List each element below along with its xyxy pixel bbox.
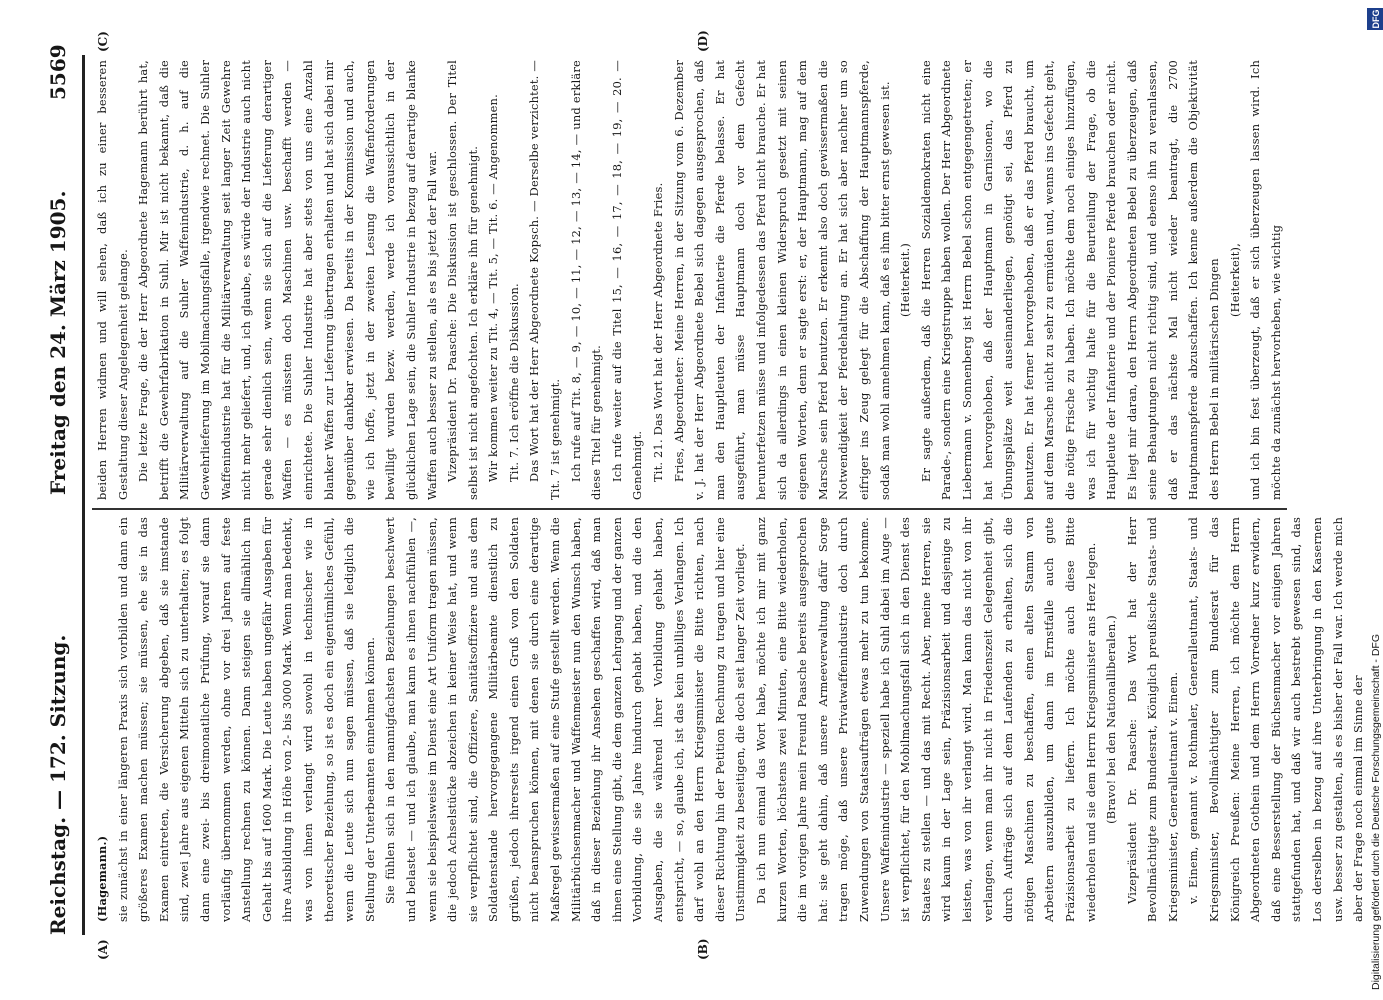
margin-label-d: (D) — [696, 30, 710, 52]
paragraph: Sie fühlen sich in den mannigfachsten Beziehungen beschwert und belastet — und ich glaube, man kann es ihnen nachfühlen —, wenn sie beispielsweise im Dienst eine Art Uniform tragen müssen, die jedoch Achselstücke abzeichen in keiner Weise hat, und wenn sie verpflichtet sind, die Offiziere, Sanitätsoffiziere und aus dem Soldatenstande hervorgegangene Militärbeamte dienstlich zu grüßen, jedoch ihrerseits irgend einen Gruß von den Soldaten nicht beanspruchen können, mit denen sie durch eine derartige Maßregel gewissermaßen auf eine Stufe gestellt werden. Wenn die Militärbüchsenmacher und Waffenmeister nun den Wunsch haben, daß in dieser Beziehung ihr Ansehen geschaffen wird, daß man ihnen eine Stellung gibt, die dem ganzen Lehrgang und der ganzen Vorbildung, die sie Jahre hindurch gehabt haben, und die den Ausgaben, die sie während ihrer Vorbildung gehabt haben, entspricht, — so, glaube ich, ist das kein unbilliges Verlangen. Ich darf wohl an den Herrn Kriegsminister die Bitte richten, nach dieser Richtung hin der Petition Rechnung zu tragen und hier eine Unstimmigkeit zu beseitigen, die doch seit langer Zeit vorliegt. — [383, 517, 748, 922]
header-rule — [82, 55, 85, 935]
interjection: (Heiterkeit.) — [898, 242, 913, 318]
interjection: (Heiterkeit), — [1227, 242, 1242, 318]
dfg-logo: DFG — [1367, 8, 1383, 30]
digitization-footer — [1370, 10, 1383, 990]
speaker-tag: (Hagemann.) — [95, 835, 109, 922]
paragraph: Das Wort hat der Herr Abgeordnete Kopsch. — Derselbe verzichtet. — Tit. 7 ist genehmigt. — [527, 60, 563, 500]
paragraph: Vizepräsident Dr. Paasche: Das Wort hat der Herr Bevollmächtigte zum Bundesrat, Königlich preußische Staats- und Kriegsminister, Generalleutnant v. Einem. — [1124, 517, 1180, 922]
interjection: (Bravo! bei den Nationalliberalen.) — [1104, 615, 1119, 824]
column-divider — [92, 508, 1287, 510]
paragraph: sie zunächst in einer längeren Praxis sich vorbilden und dann ein größeres Examen machen müssen; sie müssen, ehe sie in das Examen eintreten, die Versicherung abgeben, daß sie imstande sind, zwei Jahre aus eigenen Mitteln sich zu unterhalten; es folgt dann eine zwei- bis dreimonatliche Prüfung, worauf sie dann vorläufig übernommen werden, ohne vor drei Jahren auf feste Anstellung rechnen zu können. Dann steigen sie allmählich im Gehalt bis auf 1600 Mark. Die Leute haben ungefähr Ausgaben für ihre Ausbildung in Höhe von 2- bis 3000 Mark. Wenn man bedenkt, was von ihnen verlangt wird sowohl in technischer wie in theoretischer Beziehung, so ist es doch ein eigentümliches Gefühl, wenn die Leute sich nun sagen müssen, daß sie lediglich die Stellung der Unterbeamten einnehmen können. — [115, 517, 377, 922]
right-column — [92, 60, 1286, 500]
paragraph: Ich rufe auf Tit. 8, — 9, — 10, — 11, — 12, — 13, — 14, — und erkläre diese Titel für genehmigt. — [568, 60, 604, 500]
paragraph: Tit. 7. Ich eröffne die Diskussion. — [506, 283, 521, 482]
paragraph: Ich rufe weiter auf die Titel 15, — 16, — 17, — 18, — 19, — 20. — Genehmigt. — [609, 60, 645, 500]
paragraph: v. Einem, genannt v. Rothmaler, Generalleutnant, Staats- und Kriegsminister, Bevollmächtigter zum Bundesrat für das Königreich Preußen: Meine Herren, ich möchte dem Herrn Abgeordneten Gothein und dem Herrn Vorredner kurz erwidern, daß eine Besserstellung der Büchsenmacher vor einigen Jahren stattgefunden hat, und daß wir auch bestrebt gewesen sind, das Los derselben in bezug auf ihre Unterbringung in den Kasernen usw. besser zu gestalten, als es bisher der Fall war. Ich werde mich aber der Frage noch einmal im Sinne der — [1186, 517, 1366, 922]
margin-label-c: (C) — [96, 31, 110, 52]
paragraph: Da ich nun einmal das Wort habe, möchte ich mir mit ganz kurzen Worten, höchstens zwei Minuten, eine Bitte wiederholen, die im vorigen Jahre mein Freund Paasche bereits ausgesprochen hat: sie geht dahin, daß unsere Armeeverwaltung dafür Sorge tragen möge, daß unsere Privatwaffenindustrie doch durch Zuwendungen von Staatsaufträgen etwas mehr zu tun bekomme. Unsere Waffenindustrie — speziell habe ich Suhl dabei im Auge — ist verpflichtet, für den Mobilmachungsfall sich in den Dienst des Staates zu stellen — und das mit Recht. Aber, meine Herren, sie wird kaum in der Lage sein, Präzisionsarbeit und dasjenige zu leisten, was von ihr verlangt wird. Man kann das nicht von ihr verlangen, wenn man ihr nicht in Friedenszeit Gelegenheit gibt, durch Aufträge sich auf dem Laufenden zu erhalten, sich die nötigen Maschinen zu beschaffen, einen alten Stamm von Arbeitern auszubilden, um dann im Ernstfalle auch gute Präzisionsarbeit zu liefern. Ich möchte auch diese Bitte wiederholen und sie dem Herrn Kriegsminister ans Herz legen. — [754, 517, 1098, 922]
paragraph: Wir kommen weiter zu Tit. 4, — Tit. 5, — Tit. 6. — Angenommen. — [486, 94, 501, 482]
page-number: 5569 — [46, 44, 70, 100]
left-column — [92, 517, 1369, 922]
page-header — [40, 44, 74, 935]
paragraph: Fries, Abgeordneter: Meine Herren, in der Sitzung vom 6. Dezember v. J. hat der Herr Abgeordnete Bebel sich dagegen ausgesprochen, daß man den Hauptleuten der Infanterie die Pferde belasse. Er hat ausgeführt, man müsse Hauptmann doch vor dem Gefecht herunterfetzen müsse und infolgedessen das Pferd nicht brauche. Er hat sich da allerdings in einen kleinen Widerspruch gesetzt mit seinen eigenen Worten, denn er sagte erst: er, der Hauptmann, mag auf dem Marsche sein Pferd benutzen. Er erkennt also doch gewissermaßen die Notwendigkeit der Pferdehaltung an. Er hat sich aber nachher um so eifriger ins Zeug gelegt für die Abschaffung der Hauptmannspferde, sodaß man wohl annehmen kann, daß es ihm bitter ernst gewesen ist. — [671, 60, 892, 500]
digitization-note: Digitalisierung gefördert durch die Deutsche Forschungsgemeinschaft - DFG — [1370, 633, 1382, 990]
paragraph: beiden Herren widmen und will sehen, daß ich zu einer besseren Gestaltung dieser Angelegenheit gelange. — [95, 60, 130, 500]
paragraph: Er sagte außerdem, daß die Herren Sozialdemokraten nicht eine Parade-, sondern eine Kriegstruppe haben wollen. Der Herr Abgeordnete Liebermann v. Sonnenberg ist Herrn Bebel schon entgegengetreten; er hat hervorgehoben, daß der Hauptmann in Garnisonen, wo die Übungsplätze weit auseinanderliegen, genötigt sei, das Pferd zu benutzen. Er hat ferner hervorgehoben, daß er das Pferd braucht, um auf dem Marsche nicht zu sehr zu ermüden und, wenns ins Gefecht geht, die nötige Frische zu haben. Ich möchte dem noch einiges hinzufügen, was ich für wichtig halte für die Beurteilung der Frage, ob die Hauptleute der Infanterie und der Pioniere Pferde brauchen oder nicht. Es liegt mir daran, den Herrn Abgeordneten Bebel zu überzeugen, daß seine Behauptungen nicht richtig sind, und ebenso ihn zu veranlassen, daß er das nächste Mal nicht wieder beantragt, die 2700 Hauptmannspferde abzuschaffen. Ich kenne außerdem die Objektivität des Herrn Bebel in militärischen Dingen — [918, 60, 1222, 500]
margin-label-b: (B) — [696, 938, 710, 960]
paragraph: und ich bin fest überzeugt, daß er sich überzeugen lassen wird. Ich möchte da zunächst hervorheben, wie wichtig — [1248, 60, 1283, 500]
header-center: Freitag den 24. März 1905. — [46, 190, 70, 495]
header-left: Reichstag. — 172. Sitzung. — [46, 634, 70, 935]
paragraph: Tit. 21. Das Wort hat der Herr Abgeordnete Fries. — [651, 182, 666, 482]
paragraph: Die letzte Frage, die der Herr Abgeordnete Hagemann berührt hat, betrifft die Gewehrfabrikation in Suhl. Mir ist nicht bekannt, daß die Militärverwaltung auf die Suhler Waffenindustrie, d. h. auf die Gewehrlieferung im Mobilmachungsfalle, irgendwie rechnet. Die Suhler Waffenindustrie hat für die Militärverwaltung seit langer Zeit Gewehre nicht mehr geliefert, und, ich glaube, es würde der Industrie auch nicht gerade sehr dienlich sein, wenn sie sich auf die Lieferung derartiger Waffen — es müssten doch Maschinen usw. beschafft werden — einrichtete. Die Suhler Industrie hat aber stets von uns eine Anzahl blanker Waffen zur Lieferung übertragen erhalten und hat sich dabei mir gegenüber dankbar erwiesen. Da bereits in der Kommission und auch, wie ich hoffe, jetzt in der zweiten Lesung die Waffenforderungen bewilligt wurden bezw. werden, werde ich voraussichtlich in der glücklichen Lage sein, die Suhler Industrie in bezug auf derartige blanke Waffen auch besser zu stellen, als es bis jetzt der Fall war. — [136, 60, 439, 500]
paragraph: Vizepräsident Dr. Paasche: Die Diskussion ist geschlossen. Der Titel selbst ist nicht angefochten. Ich erkläre ihn für genehmigt. — [445, 60, 480, 500]
margin-label-a: (A) — [96, 939, 110, 960]
